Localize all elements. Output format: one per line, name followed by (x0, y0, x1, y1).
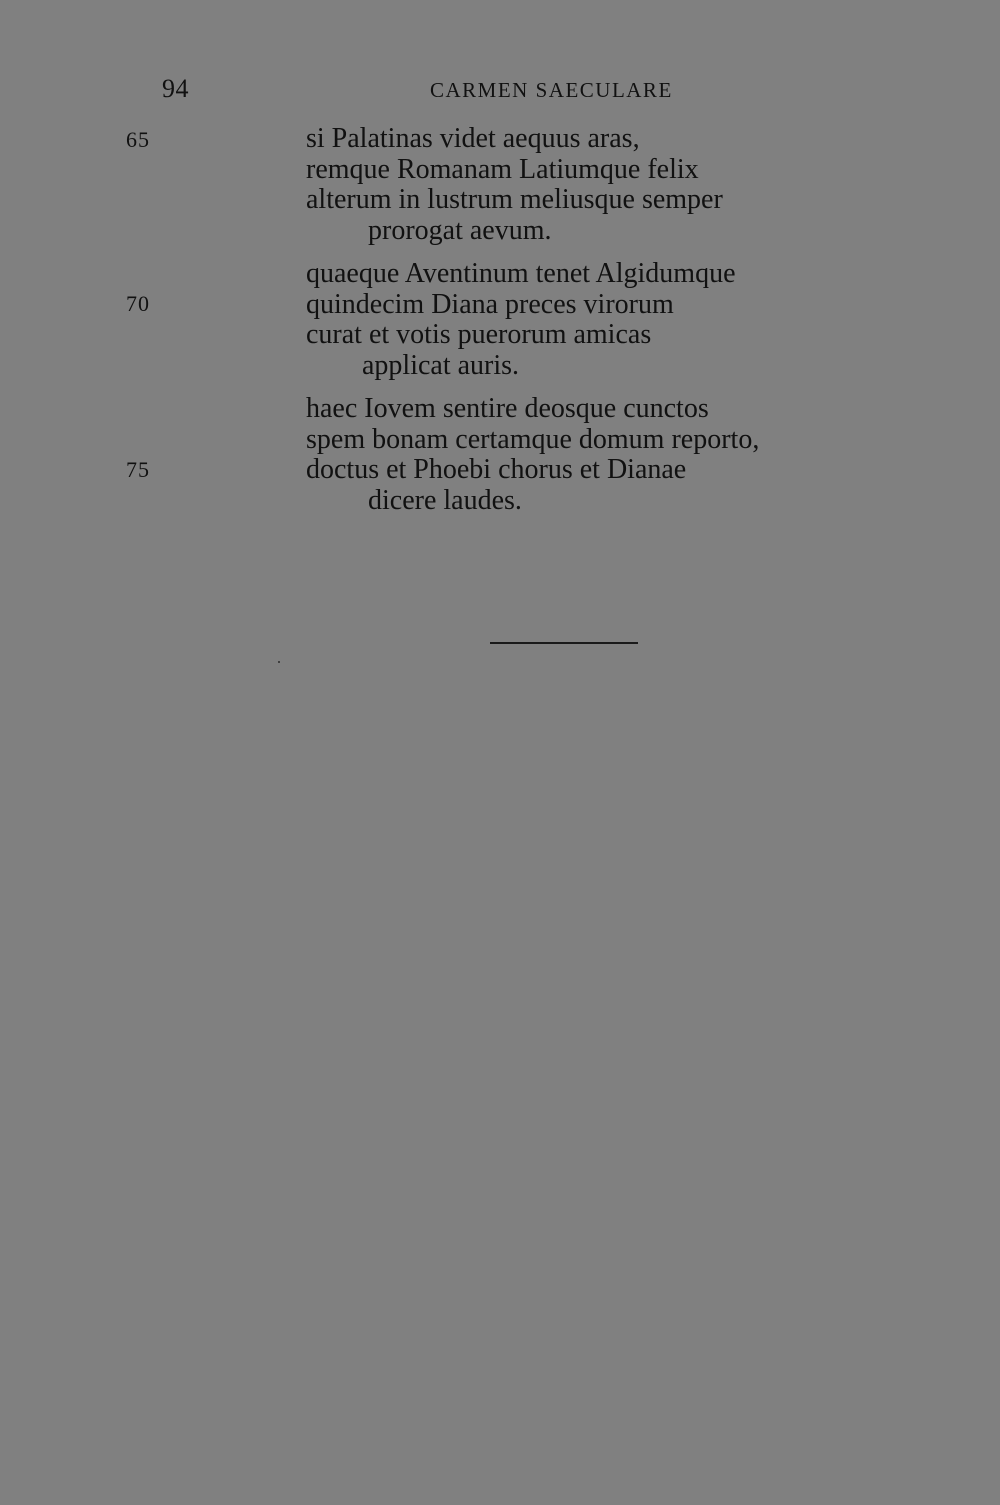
line-number-70: 70 (126, 291, 150, 316)
verse-line-adonic: prorogat aevum. (368, 214, 552, 246)
print-speck (278, 661, 280, 663)
verse-line: spem bonam certamque domum reporto, (306, 423, 760, 455)
running-title: CARMEN SAECULARE (430, 78, 673, 102)
end-rule (490, 642, 638, 644)
verse-line: si Palatinas videt aequus aras, (306, 123, 640, 154)
page-number: 94 (162, 74, 189, 103)
verse-line: quindecim Diana preces virorum (306, 288, 674, 320)
verse-line: quaeque Aventinum tenet Algidumque (306, 258, 736, 289)
stanza-2 (306, 259, 736, 381)
verse-line: haec Iovem sentire deosque cunctos (306, 393, 709, 424)
verse-line: curat et votis puerorum amicas (306, 319, 652, 350)
line-number-65: 65 (126, 127, 150, 152)
verse-line-adonic: dicere laudes. (368, 484, 522, 516)
verse-line: alterum in lustrum meliusque semper (306, 184, 723, 215)
verse-line-adonic: applicat auris. (362, 349, 520, 381)
line-number-75: 75 (126, 457, 150, 482)
stanza-3 (306, 394, 759, 516)
verse-line: doctus et Phoebi chorus et Dianae (306, 454, 687, 485)
verse-line: remque Romanam Latiumque felix (306, 153, 699, 185)
stanza-1 (306, 124, 723, 246)
